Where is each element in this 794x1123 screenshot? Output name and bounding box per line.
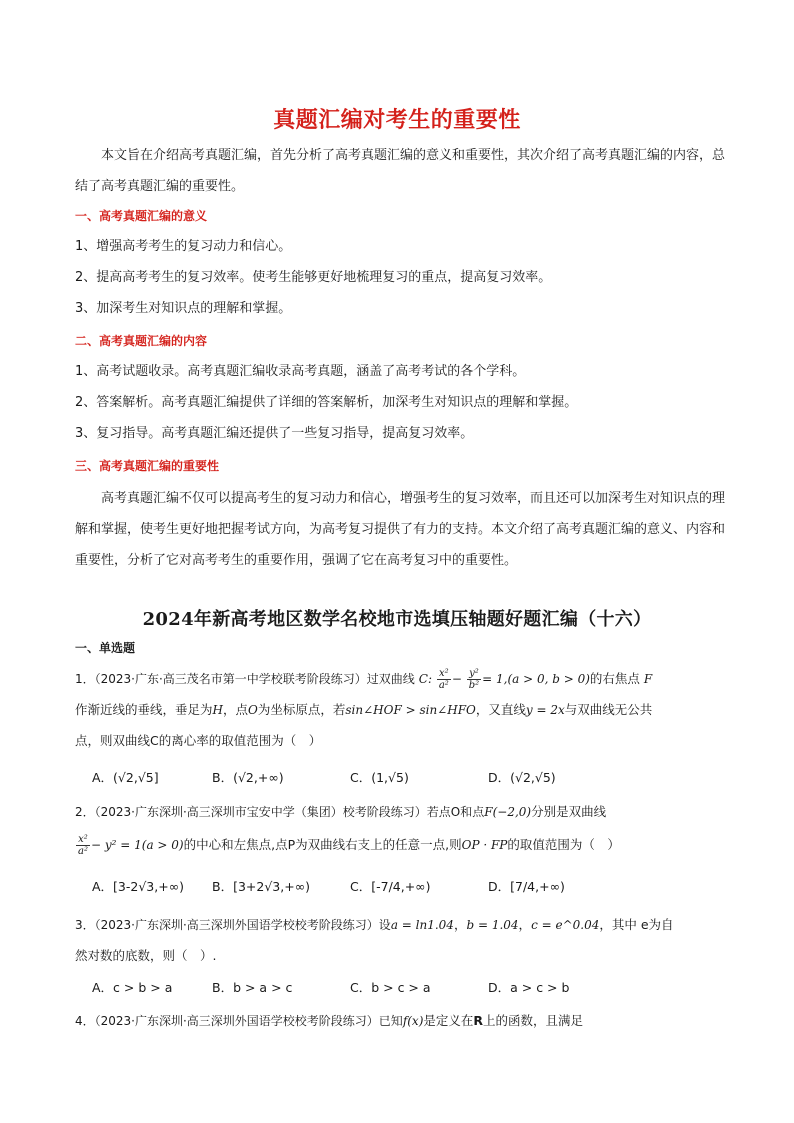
vector-product: OP · FP xyxy=(461,838,508,852)
q1-option-a: A．(√2,√5] xyxy=(92,770,159,785)
hyperbola-equation: C: $\frac{\text{x²}}{\text{a²}}$ − $\frac{\text{y²}}{\text{b²}}$ = 1,(a > 0, b > 0) xyxy=(418,668,590,691)
doc-title: 真题汇编对考生的重要性 xyxy=(273,108,521,133)
question-1-line-2: 作渐近线的垂线，垂足为H，点O为坐标原点，若sin∠HOF > sin∠HFO，又直线y = 2x与双曲线无公共 xyxy=(75,702,653,717)
q3-option-b: B．b > a > c xyxy=(212,980,293,995)
angle-condition: sin∠HOF > sin∠HFO xyxy=(345,703,476,717)
question-1-line-3: 点，则双曲线C的离心率的取值范围为（ ） xyxy=(75,733,322,748)
section-2-item-2: 2、答案解析。高考真题汇编提供了详细的答案解析，加深考生对知识点的理解和掌握。 xyxy=(75,395,578,410)
section-2-item-3: 3、复习指导。高考真题汇编还提供了一些复习指导，提高复习效率。 xyxy=(75,426,474,441)
q1-option-d: D．(√2,√5) xyxy=(488,770,556,785)
question-2: 2．（2023·广东深圳·高三深圳市宝安中学（集团）校考阶段练习）若点O和点F(−2,0)分别是双曲线 xyxy=(75,804,607,819)
section-3-paragraph: 高考真题汇编不仅可以提高考生的复习动力和信心，增强考生的复习效率，而且还可以加深考生对知识点的理解和掌握，使考生更好地把握考试方向，为高考复习提供了有力的支持。本文介绍了高考真题汇编的意义、内容和重要性，分析了它对高考考生的重要作用，强调了它在高考复习中的重要性。 xyxy=(75,491,726,568)
question-2-line-2: $\frac{\text{x²}}{\text{a²}}$ − y² = 1(a > 0)的中心和左焦点,点P为双曲线右支上的任意一点,则OP · FP的取值范围为（ ） xyxy=(75,830,725,860)
question-1-source: 1．（2023·广东·高三茂名市第一中学校联考阶段练习）过双曲线 xyxy=(75,672,415,686)
q2-option-a: A．[3-2√3,+∞) xyxy=(92,879,184,894)
exam-title: 2024年新高考地区数学名校地市选填压轴题好题汇编（十六） xyxy=(142,609,652,630)
q2-option-d: D．[7/4,+∞) xyxy=(488,879,565,894)
section-heading-3: 三、高考真题汇编的重要性 xyxy=(75,459,220,473)
question-1: 1．（2023·广东·高三茂名市第一中学校联考阶段练习）过双曲线 C: $\frac{\text{x²}}{\text{a²}}$ − $\frac{\text{y²}}{\text{b²}}$ = 1,(a > 0, b > 0)的右焦点 F xyxy=(75,668,653,691)
q1-option-c: C．(1,√5) xyxy=(350,770,409,785)
question-3: 3．（2023·广东深圳·高三深圳外国语学校校考阶段练习）设a = ln1.04，b = 1.04，c = e^0.04，其中 e为自 xyxy=(75,917,674,932)
q3-option-a: A．c > b > a xyxy=(92,980,173,995)
question-3-line-2: 然对数的底数，则（ ）. xyxy=(75,948,217,963)
section-heading-1: 一、高考真题汇编的意义 xyxy=(75,209,208,223)
section-2-item-1: 1、高考试题收录。高考真题汇编收录高考真题，涵盖了高考考试的各个学科。 xyxy=(75,364,526,379)
q3-option-c: C．b > c > a xyxy=(350,980,431,995)
q2-option-c: C．[-7/4,+∞) xyxy=(350,879,431,894)
section-heading-2: 二、高考真题汇编的内容 xyxy=(75,334,208,348)
hyperbola-equation-2: $\frac{\text{x²}}{\text{a²}}$ − y² = 1(a > 0) xyxy=(78,834,184,857)
section-1-item-2: 2、提高高考考生的复习效率。使考生能够更好地梳理复习的重点，提高复习效率。 xyxy=(75,270,552,285)
intro-paragraph: 本文旨在介绍高考真题汇编，首先分析了高考真题汇编的意义和重要性，其次介绍了高考真题汇编的内容，总结了高考真题汇编的重要性。 xyxy=(75,148,726,194)
q2-option-b: B．[3+2√3,+∞) xyxy=(212,879,310,894)
q1-option-b: B．(√2,+∞) xyxy=(212,770,284,785)
question-4: 4．（2023·广东深圳·高三深圳外国语学校校考阶段练习）已知f(x)是定义在R上的函数，且满足 xyxy=(75,1013,584,1028)
section-1-item-1: 1、增强高考考生的复习动力和信心。 xyxy=(75,239,292,254)
section-1-item-3: 3、加深考生对知识点的理解和掌握。 xyxy=(75,301,292,316)
q3-option-d: D．a > c > b xyxy=(488,980,570,995)
single-choice-label: 一、单选题 xyxy=(75,641,136,655)
